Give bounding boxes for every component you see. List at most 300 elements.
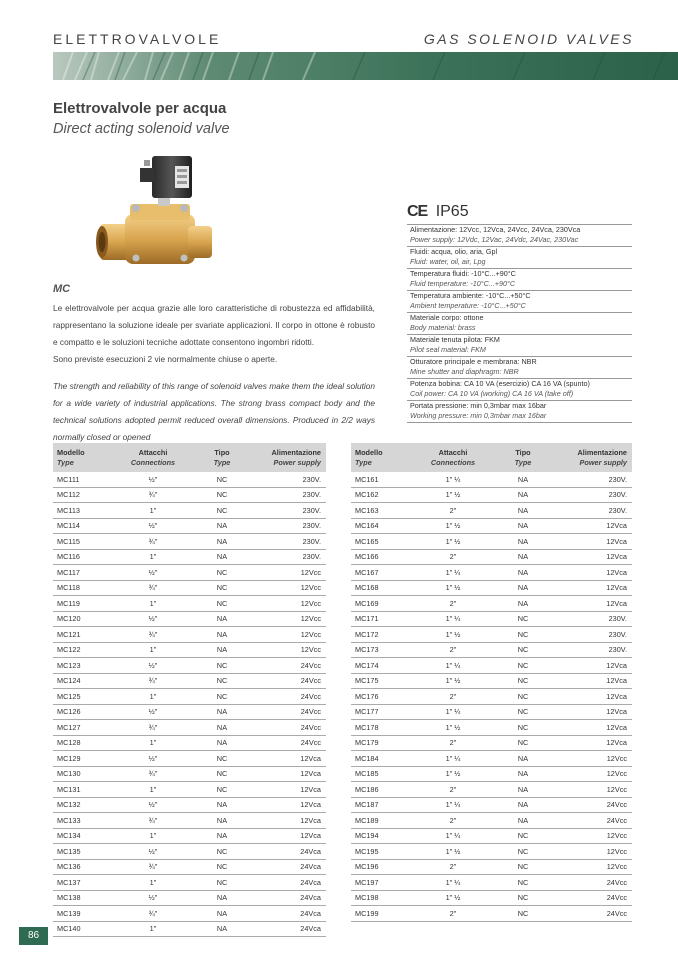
table-row xyxy=(351,658,632,674)
cell-type: NC xyxy=(193,673,251,689)
cell-model: MC165 xyxy=(351,534,413,550)
table-row xyxy=(53,565,326,581)
cell-connection: 2" xyxy=(413,689,493,705)
table-row xyxy=(53,549,326,565)
cell-model: MC124 xyxy=(53,673,113,689)
cell-power: 12Vcc xyxy=(251,580,326,596)
cell-model: MC113 xyxy=(53,503,113,519)
spec-it: Temperatura fluidi: -10°C...+90°C xyxy=(410,269,516,278)
cell-power: 24Vcc xyxy=(251,658,326,674)
table-row xyxy=(53,735,326,751)
table-row xyxy=(351,797,632,813)
cell-connection: 1" ¼ xyxy=(413,658,493,674)
col-header-it: Tipo xyxy=(515,447,531,457)
table-row xyxy=(351,642,632,658)
cell-model: MC138 xyxy=(53,890,113,906)
spec-item xyxy=(407,225,632,247)
spec-en: Fluid temperature: -10°C...+90°C xyxy=(410,279,516,288)
cell-model: MC164 xyxy=(351,518,413,534)
cell-power: 12Vca xyxy=(553,704,632,720)
table-row xyxy=(351,720,632,736)
cell-model: MC128 xyxy=(53,735,113,751)
cell-model: MC162 xyxy=(351,487,413,503)
page-title: Elettrovalvole per acqua xyxy=(53,100,227,117)
cell-model: MC179 xyxy=(351,735,413,751)
cell-model: MC198 xyxy=(351,890,413,906)
col-connections-header xyxy=(413,443,493,472)
cell-power: 24Vcc xyxy=(553,813,632,829)
cell-connection: 1" ½ xyxy=(413,487,493,503)
description-italian xyxy=(53,300,375,368)
spec-item xyxy=(407,401,632,423)
cell-connection: ½" xyxy=(113,797,193,813)
cell-type: NA xyxy=(193,720,251,736)
cell-type: NA xyxy=(493,565,553,581)
table-row xyxy=(351,534,632,550)
cell-type: NA xyxy=(493,487,553,503)
cell-type: NA xyxy=(193,906,251,922)
cell-power: 12Vcc xyxy=(251,642,326,658)
cell-model: MC163 xyxy=(351,503,413,519)
cell-power: 230V. xyxy=(553,627,632,643)
cell-connection: ½" xyxy=(113,611,193,627)
cell-model: MC119 xyxy=(53,596,113,612)
cell-model: MC189 xyxy=(351,813,413,829)
cell-type: NA xyxy=(493,782,553,798)
col-header-en: Type xyxy=(213,457,231,467)
cell-type: NC xyxy=(193,875,251,891)
cell-model: MC166 xyxy=(351,549,413,565)
table-row xyxy=(351,735,632,751)
cell-model: MC184 xyxy=(351,751,413,767)
spec-it: Materiale corpo: ottone xyxy=(410,313,484,322)
cell-connection: 1" xyxy=(113,689,193,705)
cell-model: MC161 xyxy=(351,472,413,487)
cell-type: NA xyxy=(193,611,251,627)
cell-power: 12Vca xyxy=(553,534,632,550)
table-row xyxy=(53,859,326,875)
cell-model: MC137 xyxy=(53,875,113,891)
cell-connection: ½" xyxy=(113,890,193,906)
cell-type: NC xyxy=(193,580,251,596)
cell-type: NC xyxy=(493,658,553,674)
table-header-row xyxy=(351,443,632,472)
solenoid-valve-photo xyxy=(80,146,230,286)
table-row xyxy=(53,673,326,689)
cell-model: MC122 xyxy=(53,642,113,658)
cell-power: 230V. xyxy=(553,611,632,627)
cell-type: NC xyxy=(493,689,553,705)
cell-type: NC xyxy=(193,596,251,612)
cell-connection: 1" ¼ xyxy=(413,797,493,813)
cell-connection: 2" xyxy=(413,596,493,612)
table-row xyxy=(53,813,326,829)
cell-power: 12Vca xyxy=(553,720,632,736)
cell-power: 24Vca xyxy=(251,875,326,891)
col-header-it: Modello xyxy=(355,447,383,457)
page-subtitle: Direct acting solenoid valve xyxy=(53,121,230,137)
cell-connection: 1" ½ xyxy=(413,534,493,550)
cell-model: MC174 xyxy=(351,658,413,674)
cell-power: 230V. xyxy=(251,503,326,519)
cell-connection: 1" ¼ xyxy=(413,611,493,627)
table-row xyxy=(351,766,632,782)
cell-model: MC196 xyxy=(351,859,413,875)
ce-mark: CE xyxy=(407,203,428,220)
table-row xyxy=(53,720,326,736)
spec-it: Potenza bobina: CA 10 VA (esercizio) CA 16 VA (spunto) xyxy=(410,379,590,388)
cell-connection: 1" xyxy=(113,549,193,565)
cell-model: MC171 xyxy=(351,611,413,627)
cell-connection: 1" xyxy=(113,642,193,658)
cell-type: NC xyxy=(493,828,553,844)
cell-power: 12Vca xyxy=(553,565,632,581)
cell-type: NA xyxy=(193,549,251,565)
cell-model: MC115 xyxy=(53,534,113,550)
cell-power: 12Vcc xyxy=(251,611,326,627)
page-number: 86 xyxy=(19,927,48,945)
cell-type: NC xyxy=(193,503,251,519)
cell-power: 24Vca xyxy=(251,921,326,937)
cell-connection: 1" ½ xyxy=(413,627,493,643)
cell-model: MC112 xyxy=(53,487,113,503)
cell-connection: ¾" xyxy=(113,906,193,922)
spec-en: Fluid: water, oil, air, Lpg xyxy=(410,257,486,266)
header-section-title: ELETTROVALVOLE xyxy=(53,31,222,47)
cell-type: NA xyxy=(193,704,251,720)
cell-model: MC130 xyxy=(53,766,113,782)
cell-power: 230V. xyxy=(553,487,632,503)
cell-power: 12Vcc xyxy=(553,828,632,844)
table-row xyxy=(53,875,326,891)
cell-type: NA xyxy=(493,503,553,519)
table-row xyxy=(53,627,326,643)
cell-model: MC175 xyxy=(351,673,413,689)
cell-type: NC xyxy=(493,720,553,736)
cell-model: MC168 xyxy=(351,580,413,596)
cell-model: MC173 xyxy=(351,642,413,658)
cell-power: 12Vcc xyxy=(553,766,632,782)
cell-power: 12Vca xyxy=(553,658,632,674)
cell-type: NA xyxy=(493,472,553,487)
table-row xyxy=(351,472,632,487)
table-row xyxy=(53,596,326,612)
cell-power: 12Vcc xyxy=(251,596,326,612)
spec-it: Alimentazione: 12Vcc, 12Vca, 24Vcc, 24Vca, 230Vca xyxy=(410,225,581,234)
col-connections-header xyxy=(113,443,193,472)
cell-connection: 1" ½ xyxy=(413,518,493,534)
spec-it: Materiale tenuta pilota: FKM xyxy=(410,335,500,344)
table-row xyxy=(351,751,632,767)
cell-power: 12Vcc xyxy=(553,859,632,875)
cell-connection: 1" xyxy=(113,596,193,612)
cell-power: 24Vcc xyxy=(251,704,326,720)
table-row xyxy=(351,627,632,643)
cell-connection: 1" ¼ xyxy=(413,565,493,581)
cell-power: 230V. xyxy=(251,518,326,534)
cell-type: NC xyxy=(193,782,251,798)
table-row xyxy=(351,518,632,534)
cell-power: 12Vca xyxy=(251,813,326,829)
spec-it: Temperatura ambiente: -10°C...+50°C xyxy=(410,291,531,300)
cell-power: 12Vcc xyxy=(553,782,632,798)
cell-power: 12Vca xyxy=(553,518,632,534)
cell-power: 230V. xyxy=(251,534,326,550)
cell-power: 12Vca xyxy=(251,751,326,767)
cell-connection: ¾" xyxy=(113,673,193,689)
cell-type: NC xyxy=(493,704,553,720)
cell-connection: 2" xyxy=(413,642,493,658)
table-row xyxy=(53,487,326,503)
models-table-right-body xyxy=(351,472,632,921)
cell-power: 230V. xyxy=(553,503,632,519)
table-row xyxy=(53,658,326,674)
cell-model: MC177 xyxy=(351,704,413,720)
table-row xyxy=(351,611,632,627)
cell-power: 12Vca xyxy=(553,735,632,751)
table-row xyxy=(351,549,632,565)
table-row xyxy=(53,518,326,534)
cell-type: NC xyxy=(193,844,251,860)
cell-type: NC xyxy=(193,658,251,674)
spec-en: Working pressure: min 0,3mbar max 16bar xyxy=(410,411,547,420)
cell-model: MC111 xyxy=(53,472,113,487)
cell-model: MC135 xyxy=(53,844,113,860)
cell-connection: ¾" xyxy=(113,859,193,875)
table-row xyxy=(53,611,326,627)
table-row xyxy=(53,751,326,767)
col-power-header xyxy=(251,443,326,472)
models-table-left-body xyxy=(53,472,326,937)
cell-type: NA xyxy=(193,518,251,534)
cell-power: 24Vcc xyxy=(251,689,326,705)
col-type-header xyxy=(193,443,251,472)
cell-connection: 1" xyxy=(113,735,193,751)
spec-item xyxy=(407,291,632,313)
cell-type: NC xyxy=(493,673,553,689)
cell-model: MC125 xyxy=(53,689,113,705)
solenoid-valve-icon xyxy=(80,146,230,286)
ip-rating: IP65 xyxy=(435,203,469,220)
cell-type: NA xyxy=(193,797,251,813)
spec-it: Otturatore principale e membrana: NBR xyxy=(410,357,537,366)
cell-type: NC xyxy=(493,875,553,891)
cell-power: 12Vca xyxy=(251,797,326,813)
cell-connection: ¾" xyxy=(113,766,193,782)
cell-connection: 1" ¼ xyxy=(413,875,493,891)
cell-model: MC140 xyxy=(53,921,113,937)
cell-connection: 1" xyxy=(113,875,193,891)
table-row xyxy=(351,704,632,720)
spec-en: Body material: brass xyxy=(410,323,476,332)
cell-power: 24Vcc xyxy=(251,735,326,751)
cell-power: 12Vcc xyxy=(553,844,632,860)
table-row xyxy=(351,844,632,860)
spec-en: Pilot seal material: FKM xyxy=(410,345,486,354)
cell-type: NC xyxy=(493,611,553,627)
cell-model: MC129 xyxy=(53,751,113,767)
cell-model: MC120 xyxy=(53,611,113,627)
cell-model: MC176 xyxy=(351,689,413,705)
cell-type: NC xyxy=(193,689,251,705)
cell-type: NC xyxy=(193,859,251,875)
cell-connection: ½" xyxy=(113,704,193,720)
cell-type: NA xyxy=(193,735,251,751)
cell-model: MC134 xyxy=(53,828,113,844)
models-table-right xyxy=(351,443,632,922)
cell-power: 24Vcc xyxy=(251,720,326,736)
table-row xyxy=(53,921,326,937)
cell-connection: ½" xyxy=(113,565,193,581)
cell-model: MC116 xyxy=(53,549,113,565)
cell-type: NA xyxy=(193,890,251,906)
cell-power: 230V. xyxy=(553,642,632,658)
cell-power: 230V. xyxy=(251,487,326,503)
cell-power: 12Vca xyxy=(251,782,326,798)
cell-connection: 1" ¼ xyxy=(413,828,493,844)
spec-item xyxy=(407,269,632,291)
cell-connection: ½" xyxy=(113,844,193,860)
table-row xyxy=(53,472,326,487)
cell-type: NA xyxy=(493,596,553,612)
table-row xyxy=(53,704,326,720)
cell-type: NC xyxy=(193,565,251,581)
table-row xyxy=(53,534,326,550)
cell-type: NC xyxy=(193,487,251,503)
spec-en: Coil power: CA 10 VA (working) CA 16 VA (take off) xyxy=(410,389,574,398)
cell-connection: 2" xyxy=(413,735,493,751)
table-row xyxy=(351,673,632,689)
table-row xyxy=(351,782,632,798)
cell-connection: 1" xyxy=(113,503,193,519)
spec-item xyxy=(407,247,632,269)
cell-type: NA xyxy=(193,642,251,658)
spec-item xyxy=(407,357,632,379)
header-banner-graphic xyxy=(53,52,678,80)
table-row xyxy=(351,487,632,503)
spec-it: Portata pressione: min 0,3mbar max 16bar xyxy=(410,401,547,410)
table-row xyxy=(53,906,326,922)
table-row xyxy=(53,689,326,705)
cell-type: NC xyxy=(493,642,553,658)
cell-type: NC xyxy=(493,890,553,906)
table-row xyxy=(351,813,632,829)
cell-power: 12Vca xyxy=(553,689,632,705)
col-header-en: Connections xyxy=(430,457,476,467)
col-header-en: Connections xyxy=(130,457,176,467)
table-row xyxy=(351,580,632,596)
cell-model: MC139 xyxy=(53,906,113,922)
cell-power: 24Vcc xyxy=(553,797,632,813)
cell-model: MC172 xyxy=(351,627,413,643)
cell-type: NA xyxy=(493,797,553,813)
cell-connection: 2" xyxy=(413,813,493,829)
cell-model: MC194 xyxy=(351,828,413,844)
cell-power: 24Vca xyxy=(251,844,326,860)
cell-model: MC117 xyxy=(53,565,113,581)
table-row xyxy=(53,782,326,798)
spec-item xyxy=(407,379,632,401)
cell-model: MC114 xyxy=(53,518,113,534)
cell-type: NA xyxy=(193,813,251,829)
table-row xyxy=(351,859,632,875)
spec-item xyxy=(407,313,632,335)
cell-model: MC169 xyxy=(351,596,413,612)
cell-model: MC178 xyxy=(351,720,413,736)
cell-connection: 1" ½ xyxy=(413,766,493,782)
cell-connection: 2" xyxy=(413,906,493,922)
cell-connection: ¾" xyxy=(113,487,193,503)
col-model-header xyxy=(53,443,113,472)
col-header-it: Alimentazione xyxy=(577,447,627,457)
cell-type: NA xyxy=(493,813,553,829)
cell-power: 12Vca xyxy=(553,549,632,565)
cell-connection: ¾" xyxy=(113,813,193,829)
cell-connection: 1" ½ xyxy=(413,844,493,860)
cell-type: NA xyxy=(493,534,553,550)
cell-type: NA xyxy=(193,627,251,643)
col-power-header xyxy=(553,443,632,472)
cell-type: NA xyxy=(193,534,251,550)
cell-connection: ½" xyxy=(113,751,193,767)
cell-model: MC131 xyxy=(53,782,113,798)
col-header-it: Tipo xyxy=(214,447,230,457)
table-row xyxy=(351,503,632,519)
cell-power: 12Vca xyxy=(553,596,632,612)
cell-power: 12Vca xyxy=(553,673,632,689)
table-row xyxy=(53,797,326,813)
cell-type: NA xyxy=(193,828,251,844)
models-table-left xyxy=(53,443,326,937)
description-italian-paragraph-1: Le elettrovalvole per acqua grazie alle loro caratteristiche di robustezza ed affidabilità, rappresentano la soluzione ideale per svariate applicazioni. Il corpo in ottone è robusto e compatto e le soluzioni tecniche adottate consentono ingombri ridotti. xyxy=(53,303,375,347)
description-italian-paragraph-2: Sono previste esecuzioni 2 vie normalmente chiuse o aperte. xyxy=(53,354,278,364)
cell-connection: 1" ¼ xyxy=(413,751,493,767)
table-header-row xyxy=(53,443,326,472)
cell-connection: ¾" xyxy=(113,720,193,736)
cell-type: NA xyxy=(493,766,553,782)
cell-power: 24Vca xyxy=(251,890,326,906)
col-header-en: Type xyxy=(514,457,532,467)
cell-model: MC133 xyxy=(53,813,113,829)
table-row xyxy=(53,503,326,519)
cell-power: 230V. xyxy=(251,549,326,565)
cell-connection: 1" ¼ xyxy=(413,472,493,487)
table-row xyxy=(53,828,326,844)
col-type-header xyxy=(493,443,553,472)
cell-type: NA xyxy=(493,549,553,565)
table-row xyxy=(351,828,632,844)
cell-connection: ¾" xyxy=(113,534,193,550)
col-header-it: Modello xyxy=(57,447,85,457)
spec-en: Mine shutter and diaphragm: NBR xyxy=(410,367,519,376)
cell-type: NC xyxy=(193,766,251,782)
cell-power: 24Vcc xyxy=(251,673,326,689)
cell-connection: ½" xyxy=(113,472,193,487)
spec-en: Power supply: 12Vdc, 12Vac, 24Vdc, 24Vac, 230Vac xyxy=(410,235,579,244)
col-header-en: Type xyxy=(57,457,74,467)
cell-connection: 1" xyxy=(113,828,193,844)
model-series-label: MC xyxy=(53,283,71,295)
cell-model: MC185 xyxy=(351,766,413,782)
table-row xyxy=(351,890,632,906)
certification-row xyxy=(407,203,469,221)
cell-type: NC xyxy=(193,751,251,767)
table-row xyxy=(53,890,326,906)
cell-model: MC197 xyxy=(351,875,413,891)
cell-power: 24Vca xyxy=(251,859,326,875)
cell-model: MC132 xyxy=(53,797,113,813)
col-header-en: Power supply xyxy=(273,457,321,467)
